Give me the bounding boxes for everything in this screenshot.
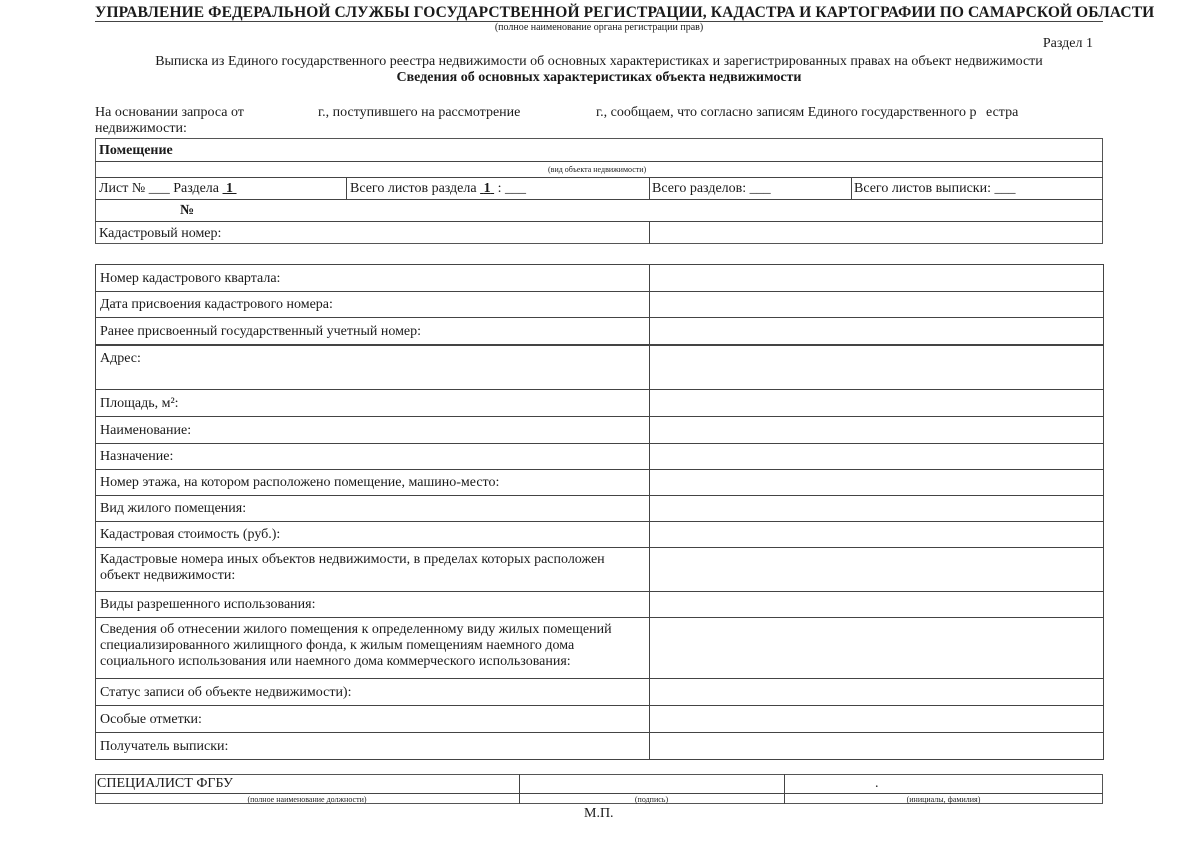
field-value [650, 522, 1104, 548]
total-section-sheets-label: Всего листов раздела [350, 181, 477, 196]
intro-part-2: г., поступившего на рассмотрение [318, 105, 521, 120]
cadastral-number-label: Кадастровый номер: [99, 226, 222, 241]
sheet-number: Лист № ___ Раздела 1 [99, 181, 237, 197]
sheet-row-line [95, 199, 1103, 200]
divider-1 [346, 177, 347, 199]
field-label: Дата присвоения кадастрового номера: [96, 292, 650, 318]
total-section-sheets: Всего листов раздела 1 : ___ [350, 181, 526, 196]
section-label: Раздел 1 [1042, 36, 1093, 51]
field-label: Сведения об отнесении жилого помещения к определенному виду жилых помещений специализированного жилищного фонда, к жилым помещениям наемного дома социального использования или наемного дома коммерческого использования: [96, 618, 650, 679]
field-value [650, 390, 1104, 417]
section-number-value: 1 [226, 181, 234, 196]
section-number-label: Раздела [173, 181, 220, 196]
signature-caption: (подпись) [634, 795, 669, 804]
field-label: Вид жилого помещения: [96, 496, 650, 522]
object-type: Помещение [99, 143, 173, 158]
field-value [650, 679, 1104, 706]
intro-part-3b: естра [986, 105, 1019, 120]
field-label: Кадастровая стоимость (руб.): [96, 522, 650, 548]
field-value [650, 417, 1104, 444]
position-caption: (полное наименование должности) [247, 795, 367, 804]
object-caption-line [95, 177, 1103, 178]
organization-caption: (полное наименование органа регистрации прав) [494, 22, 704, 33]
stamp-label: М.П. [584, 806, 614, 821]
signature-caption-line [95, 793, 1103, 794]
field-value [650, 733, 1104, 760]
name-caption: (инициалы, фамилия) [906, 795, 981, 804]
specialist-position: СПЕЦИАЛИСТ ФГБУ [97, 776, 233, 791]
intro-part-1: На основании запроса от [95, 105, 244, 120]
document-title: Выписка из Единого государственного реестра недвижимости об основных характеристиках и зарегистрированных правах на объект недвижимости [155, 54, 1043, 69]
field-label: Статус записи об объекте недвижимости): [96, 679, 650, 706]
total-sections: Всего разделов: ___ [652, 181, 771, 196]
field-label: Виды разрешенного использования: [96, 592, 650, 618]
field-value [650, 706, 1104, 733]
field-label: Адрес: [96, 346, 650, 390]
intro-part-4: недвижимости: [95, 121, 187, 136]
field-label: Получатель выписки: [96, 733, 650, 760]
total-extract-sheets: Всего листов выписки: ___ [854, 181, 1016, 196]
field-label: Номер кадастрового квартала: [96, 265, 650, 292]
field-label: Наименование: [96, 417, 650, 444]
field-value [650, 592, 1104, 618]
characteristics-table [95, 345, 1104, 760]
field-value [650, 470, 1104, 496]
signature-dot: . [875, 776, 879, 791]
sheet-label: Лист № [99, 181, 146, 196]
organization-name: УПРАВЛЕНИЕ ФЕДЕРАЛЬНОЙ СЛУЖБЫ ГОСУДАРСТВЕННОЙ РЕГИСТРАЦИИ, КАДАСТРА И КАРТОГРАФИИ ПО САМАРСКОЙ ОБЛАСТИ [95, 4, 1155, 21]
field-label: Ранее присвоенный государственный учетный номер: [96, 318, 650, 345]
cadastral-info-table [95, 264, 1104, 345]
field-value [650, 496, 1104, 522]
field-label: Кадастровые номера иных объектов недвижимости, в пределах которых расположен объект недвижимости: [96, 548, 650, 592]
field-value [650, 318, 1104, 345]
intro-part-3: г., сообщаем, что согласно записям Единого государственного р [596, 105, 977, 120]
document-subtitle: Сведения об основных характеристиках объекта недвижимости [396, 70, 802, 85]
object-type-line [95, 161, 1103, 162]
field-label: Назначение: [96, 444, 650, 470]
field-value [650, 548, 1104, 592]
divider-2 [649, 177, 650, 199]
field-label: Особые отметки: [96, 706, 650, 733]
object-type-caption: (вид объекта недвижимости) [548, 165, 647, 174]
field-value [650, 292, 1104, 318]
field-label: Площадь, м²: [96, 390, 650, 417]
field-value [650, 346, 1104, 390]
field-value [650, 265, 1104, 292]
total-section-sheets-value: 1 [483, 181, 491, 196]
field-value [650, 618, 1104, 679]
divider-cadastral [649, 221, 650, 244]
divider-3 [851, 177, 852, 199]
field-value [650, 444, 1104, 470]
field-label: Номер этажа, на котором расположено помещение, машино-место: [96, 470, 650, 496]
sheet-no-label: № [180, 203, 195, 218]
sheet-no-row-line [95, 221, 1103, 222]
